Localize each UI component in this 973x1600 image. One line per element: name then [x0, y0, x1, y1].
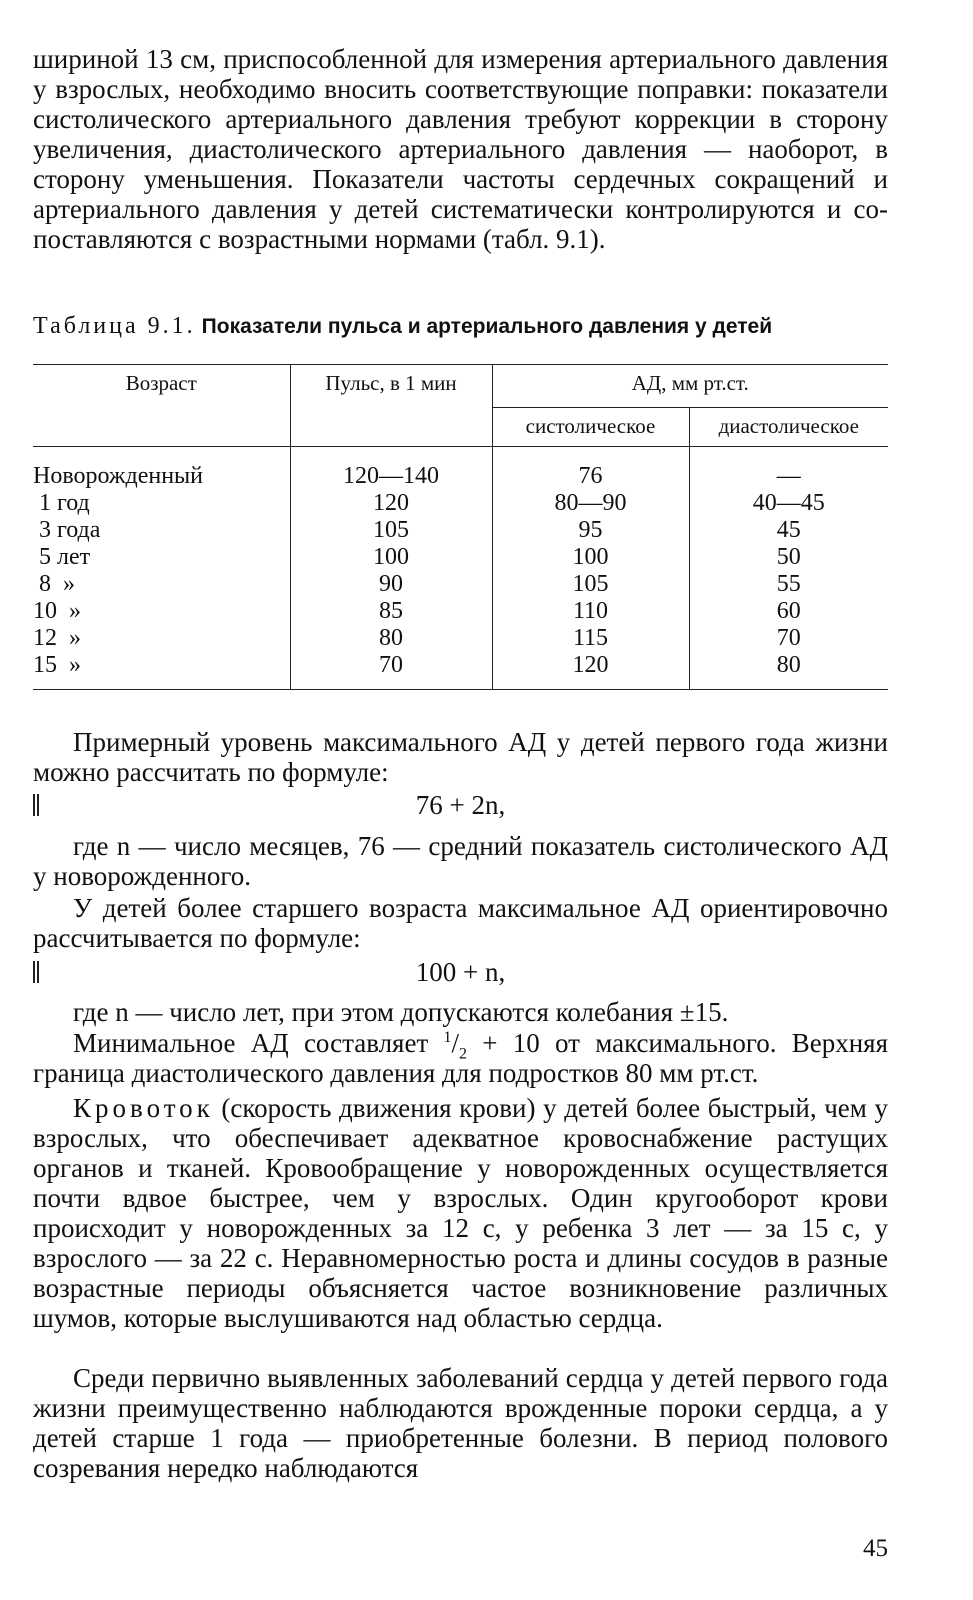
- header-pulse: Пульс, в 1 мин: [290, 365, 492, 447]
- table-title: Показатели пульса и артериального давления у детей: [201, 315, 773, 338]
- page-number: 45: [863, 1535, 888, 1562]
- table-row: 15 » 70 120 80: [33, 652, 888, 679]
- paragraph-formula-2-legend: где n — число лет, при этом допускаются колебания ±15.: [73, 997, 729, 1027]
- formula-1-text: 76 + 2n,: [415, 790, 506, 820]
- header-bp: АД, мм рт.ст.: [492, 365, 888, 408]
- header-age: Возраст: [33, 365, 290, 447]
- pulse-bp-table: [33, 364, 888, 690]
- paragraph-formula-2-intro: У детей более старшего возраста максимальное АД ориентировочно рассчитывается по формуле:: [33, 893, 888, 953]
- paragraph-min-bp: Минимальное АД составляет $^1/_2 + 10$ от максимального. Верхняя граница диастолического давления для подростков 80 мм рт.ст.: [33, 1028, 888, 1088]
- term-blood-flow: Кровоток: [73, 1093, 214, 1123]
- paragraph-blood-flow: Кровоток (скорость движения крови) у детей более быстрый, чем у взрослых, что обеспечивает адекватное кровоснабжение растущих органов и тканей. Кровообращение у новорожденных осуществляется почти вдвое быстрее, чем у взрослых. Один кругооборот крови происходит у новорожденных за 12 с, у ребенка 3 лет — за 15 с, у взрослого — за 22 с. Неравномерностью роста и длины сосудов в разные возрастные периоды объясняется частое возникновение различных шумов, которые выслушиваются над областью сердца.: [33, 1093, 888, 1333]
- table-row: 5 лет 100 100 50: [33, 544, 888, 571]
- formula-1: [33, 790, 888, 820]
- table-row: 8 » 90 105 55: [33, 571, 888, 598]
- fraction-numerator: 1: [443, 1029, 452, 1046]
- formula-2-text: 100 + n,: [415, 957, 506, 987]
- table-row: 12 » 80 115 70: [33, 625, 888, 652]
- header-systolic: систолическое: [492, 408, 689, 447]
- table-row: 1 год 120 80—90 40—45: [33, 490, 888, 517]
- fraction-denominator: 2: [459, 1045, 468, 1063]
- paragraph-formula-intro: Примерный уровень максимального АД у детей первого года жизни можно рассчитать по формуле:: [33, 727, 888, 787]
- header-diastolic: диастолическое: [689, 408, 888, 447]
- paragraph-formula-1-legend: где n — число месяцев, 76 — средний показатель систолического АД у новорожденного.: [33, 831, 888, 891]
- formula-2: [33, 957, 888, 987]
- fraction-slash: /: [451, 1028, 460, 1058]
- table-label: Таблица 9.1.: [33, 313, 196, 339]
- table-row: 10 » 85 110 60: [33, 598, 888, 625]
- intro-paragraph: шириной 13 см, приспособленной для измерения артериального давления у взрослых, необходимо вносить соответствующие поправки: показатели систолического артериального давления требуют коррекции в сторону увеличения, диастолического артериального давления — наоборот, в сторону уменьшения. Показатели частоты сердечных сокращений и артериального давления у детей систематически контролируются и сопоставляются с возрастными нормами (табл. 9.1).: [33, 44, 888, 254]
- table-row: 3 года 105 95 45: [33, 517, 888, 544]
- table-caption: [33, 311, 888, 342]
- paragraph-heart-diseases: Среди первично выявленных заболеваний сердца у детей первого года жизни преимущественно наблюдаются врожденные пороки сердца, а у детей старше 1 года — приобретенные болезни. В период полового созревания нередко наблюдаются: [33, 1363, 888, 1483]
- table-row: Новорожденный 120—140 76 —: [33, 463, 888, 490]
